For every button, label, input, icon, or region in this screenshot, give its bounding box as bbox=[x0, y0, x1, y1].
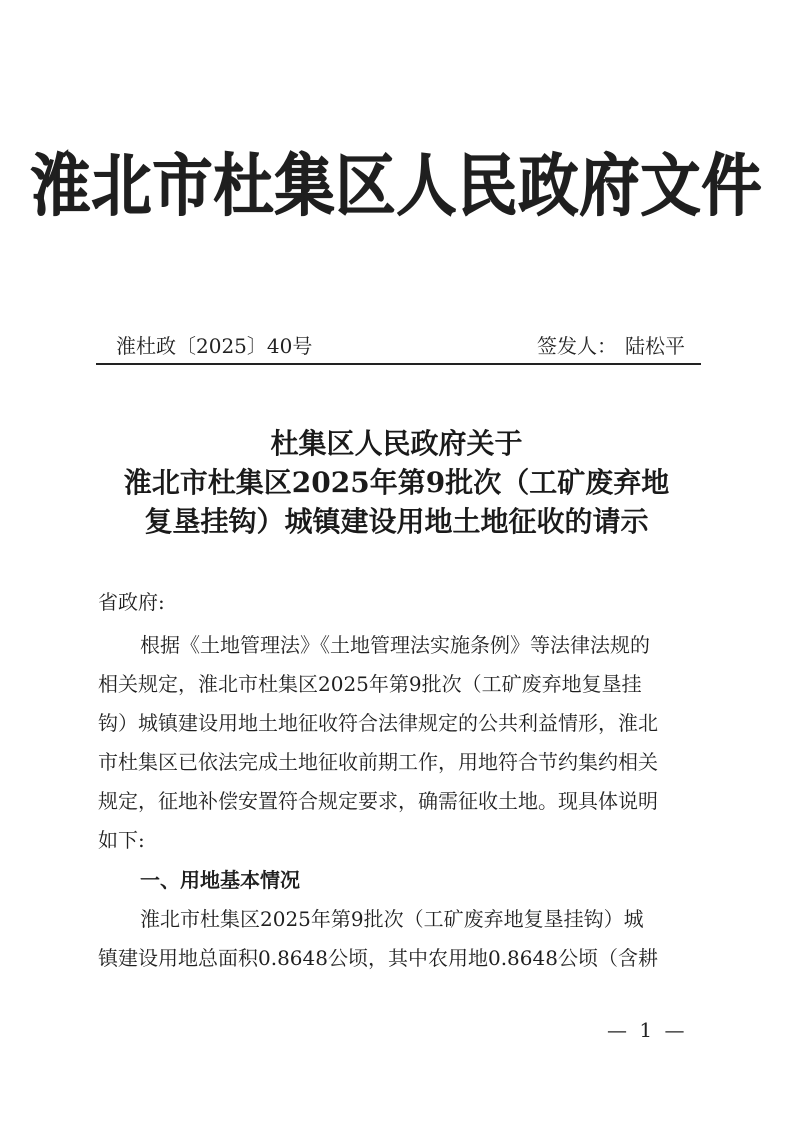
title-line-1: 杜集区人民政府关于 bbox=[270, 427, 523, 460]
page-number: — 1 — bbox=[607, 1018, 688, 1042]
document-body bbox=[90, 586, 706, 978]
document-number: 淮杜政〔2025〕40号 bbox=[116, 334, 313, 358]
paragraph-1-line-4: 市杜集区已依法完成土地征收前期工作，用地符合节约集约相关 bbox=[98, 750, 658, 774]
signer-name: 陆松平 bbox=[625, 334, 685, 358]
signer-block bbox=[537, 332, 685, 360]
signer-label: 签发人： bbox=[537, 334, 617, 358]
paragraph-1-line-6: 如下: bbox=[98, 828, 145, 852]
title-line-2: 淮北市杜集区2025年第9批次（工矿废弃地 bbox=[123, 466, 670, 499]
paragraph-2 bbox=[90, 900, 706, 978]
salutation: 省政府: bbox=[98, 590, 165, 614]
paragraph-1 bbox=[90, 626, 706, 860]
paragraph-1-line-2: 相关规定，淮北市杜集区2025年第9批次（工矿废弃地复垦挂 bbox=[98, 672, 642, 696]
paragraph-2-line-1: 淮北市杜集区2025年第9批次（工矿废弃地复垦挂钩）城 bbox=[140, 907, 644, 931]
section-heading-1: 一、用地基本情况 bbox=[140, 868, 300, 892]
paragraph-2-line-2: 镇建设用地总面积0.8648公顷，其中农用地0.8648公顷（含耕 bbox=[98, 946, 658, 970]
paragraph-1-line-1: 根据《土地管理法》《土地管理法实施条例》等法律法规的 bbox=[140, 633, 650, 657]
header-divider bbox=[96, 363, 701, 365]
paragraph-1-line-5: 规定，征地补偿安置符合规定要求，确需征收土地。现具体说明 bbox=[98, 789, 658, 813]
paragraph-1-line-3: 钩）城镇建设用地土地征收符合法律规定的公共利益情形，淮北 bbox=[98, 711, 658, 735]
masthead-title: 淮北市杜集区人民政府文件 bbox=[30, 147, 763, 226]
title-line-3: 复垦挂钩）城镇建设用地土地征收的请示 bbox=[144, 505, 649, 538]
document-title bbox=[90, 424, 703, 541]
